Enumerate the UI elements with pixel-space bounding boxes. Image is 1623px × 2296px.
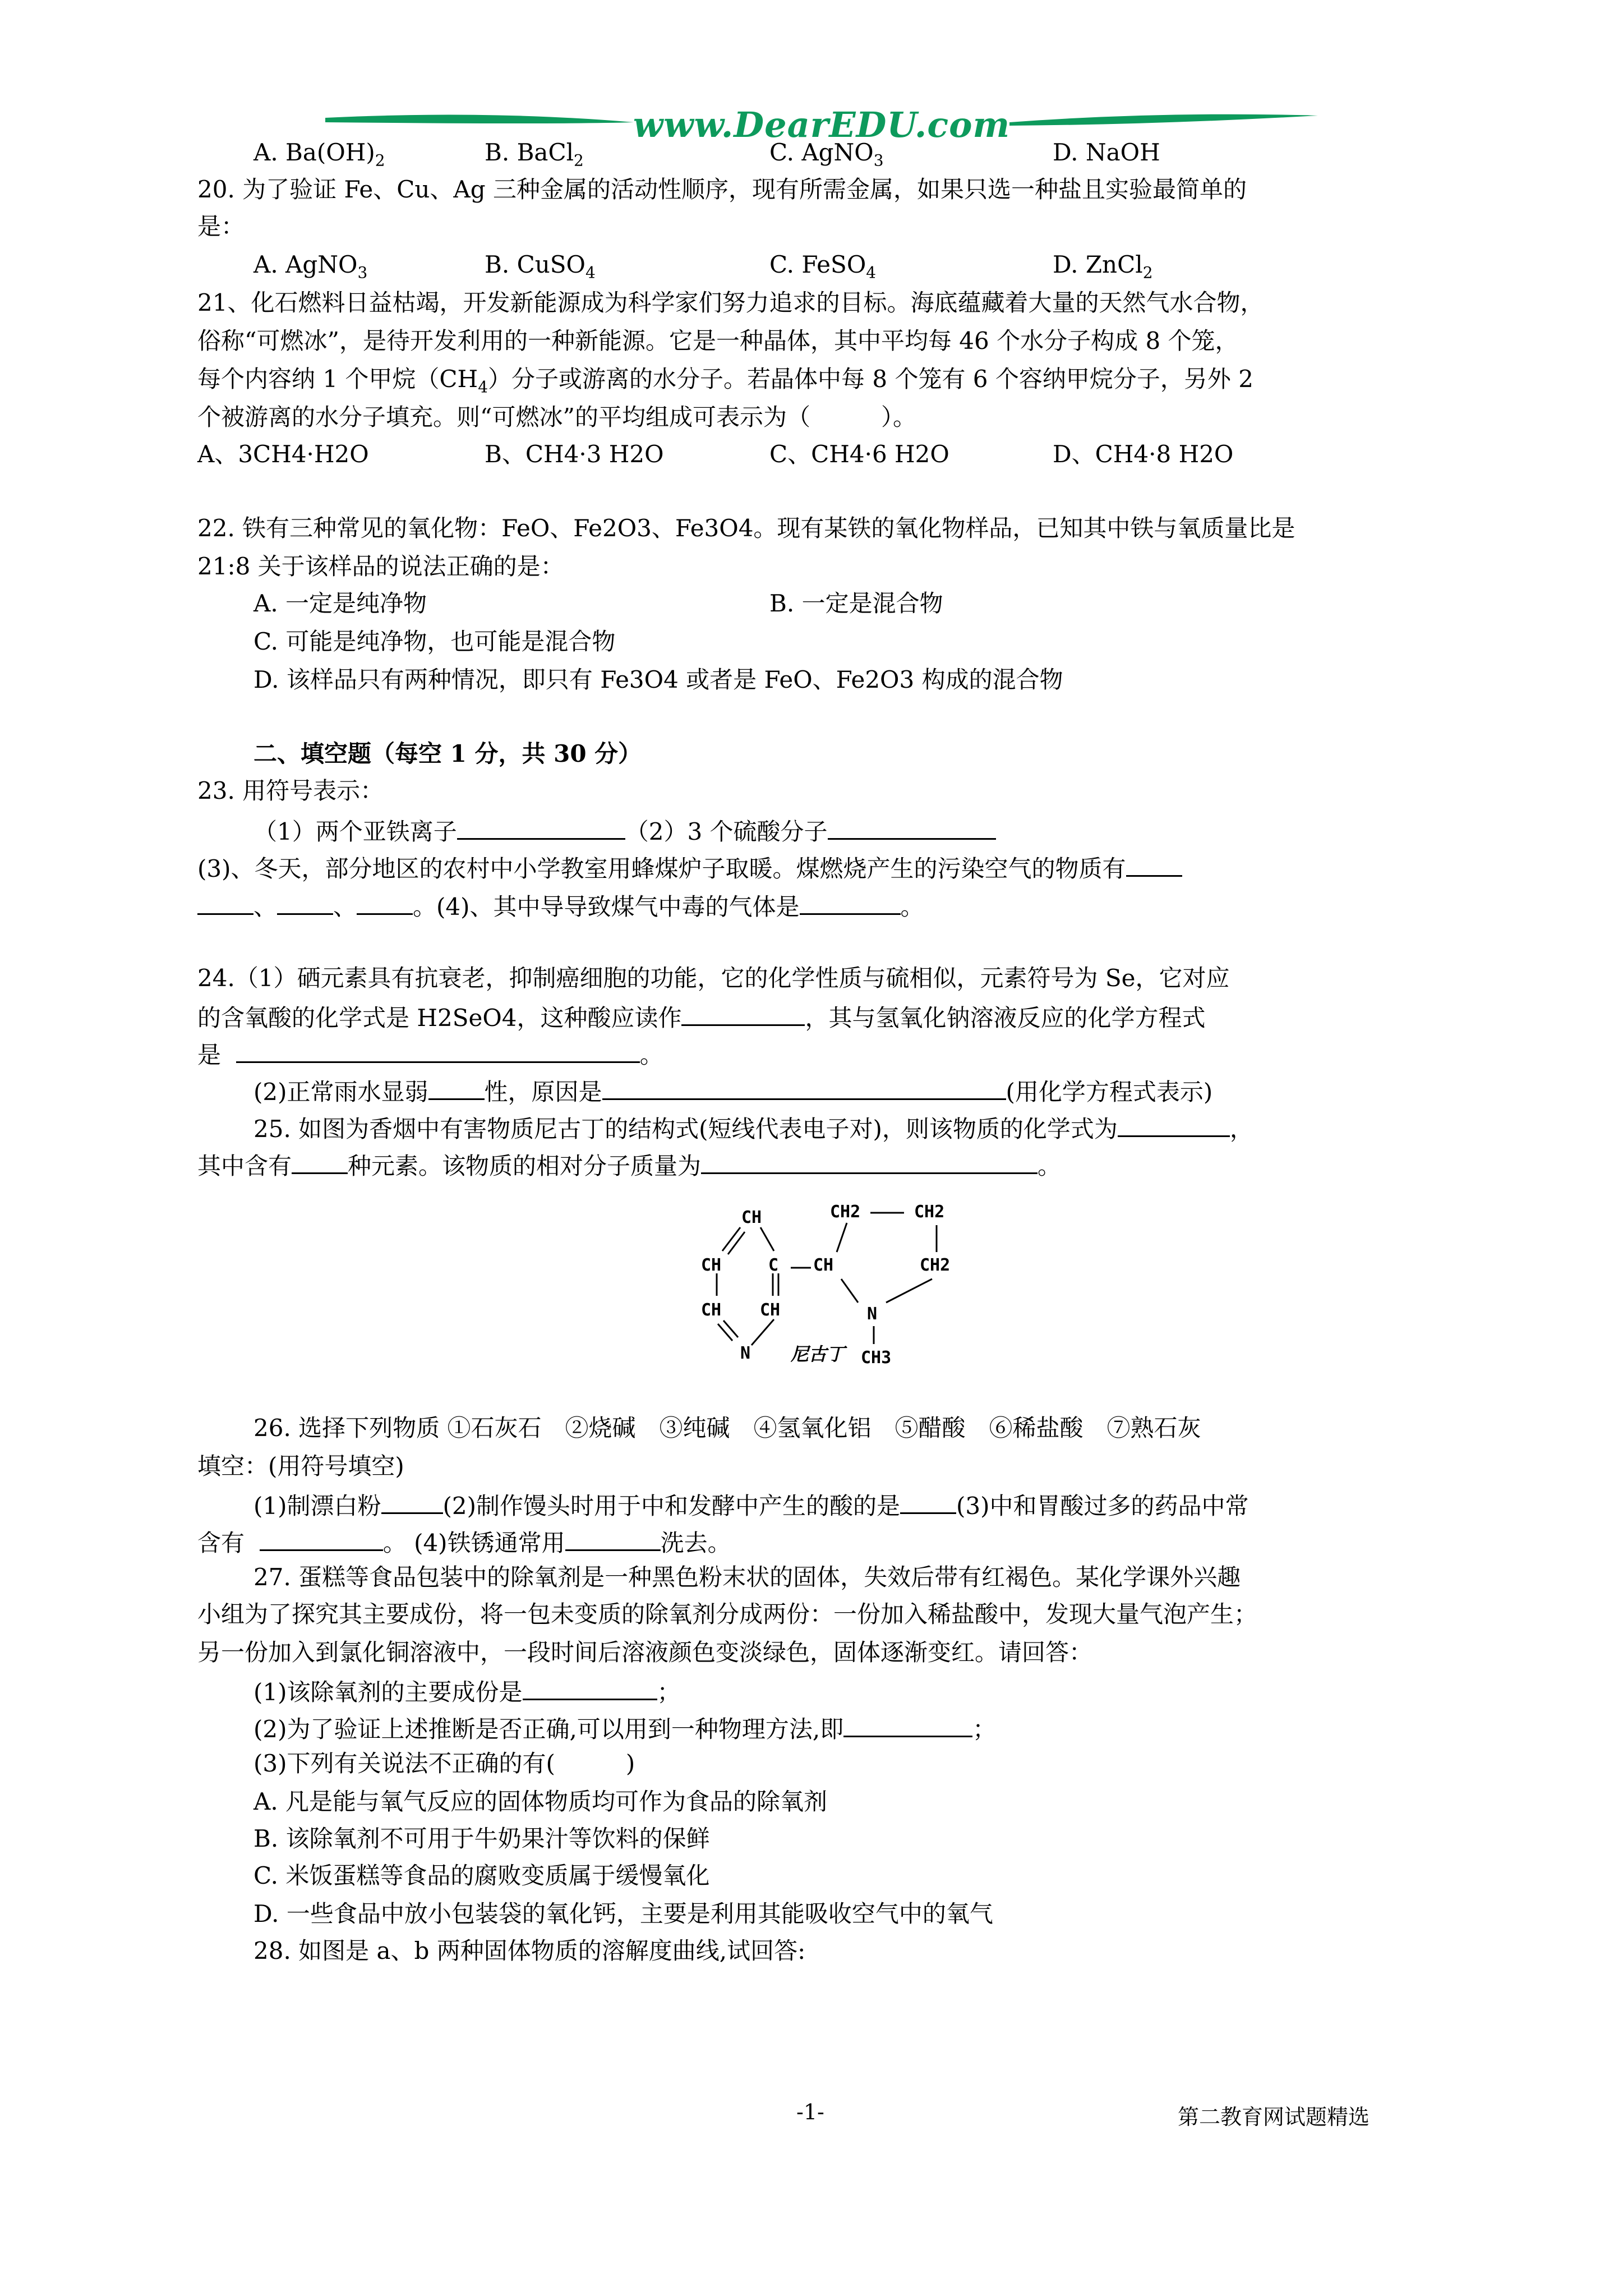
- q27-option-a: A. 凡是能与氧气反应的固体物质均可作为食品的除氧剂: [253, 1788, 828, 1815]
- q19-option-d: D. NaOH: [1053, 139, 1160, 166]
- q23-stem-line4: 、 、 。(4)、其中导导致煤气中毒的气体是 。: [197, 889, 924, 923]
- atom-label: CH2: [830, 1202, 861, 1222]
- q22-option-c: C. 可能是纯净物，也可能是混合物: [253, 628, 616, 655]
- q26-stem-line2: 填空：(用符号填空): [197, 1452, 404, 1480]
- q25-stem-line2: 其中含有 种元素。该物质的相对分子质量为 。: [197, 1148, 1061, 1182]
- q20-option-c: C. FeSO: [769, 251, 866, 278]
- q25-blank-3[interactable]: [701, 1148, 1038, 1174]
- q23-blank-7[interactable]: [800, 889, 901, 915]
- q24-blank-2[interactable]: [236, 1037, 640, 1063]
- atom-label: CH: [741, 1208, 762, 1227]
- q19-option-a: A. Ba(OH): [253, 139, 375, 166]
- q27-blank-2[interactable]: [843, 1711, 972, 1737]
- q23-stem-line1: 23. 用符号表示：: [197, 777, 384, 804]
- q27-stem-line4: (1)该除氧剂的主要成份是 ；: [253, 1674, 681, 1708]
- q22-option-b: B. 一定是混合物: [769, 590, 943, 617]
- q23-blank-3[interactable]: [1126, 850, 1182, 877]
- q24-stem-line3: 是 。: [197, 1037, 663, 1071]
- q23-blank-2[interactable]: [828, 813, 996, 840]
- q20-options: A. AgNO$_3$ B. CuSO$_4$ C. FeSO$_4$ D. ZnCl$_2$: [253, 251, 1153, 282]
- q27-stem-line5: (2)为了验证上述推断是否正确,可以用到一种物理方法,即 ；: [253, 1711, 996, 1745]
- site-url: www.DearEDU.com: [633, 104, 1011, 145]
- q23-blank-5[interactable]: [277, 889, 333, 915]
- q23-blank-1[interactable]: [457, 813, 625, 840]
- q23-stem-line3: (3)、冬天，部分地区的农村中小学教室用蜂煤炉子取暖。煤燃烧产生的污染空气的物质有: [197, 850, 1182, 885]
- q27-option-c: C. 米饭蛋糕等食品的腐败变质属于缓慢氧化: [253, 1862, 710, 1889]
- q19-option-c: C. AgNO: [769, 139, 874, 166]
- section-title-fill-in: 二、填空题（每空 1 分，共 30 分）: [253, 740, 642, 767]
- q25-blank-1[interactable]: [1118, 1111, 1230, 1137]
- q24-stem-line2: 的含氧酸的化学式是 H2SeO4，这种酸应读作 ，其与氢氧化钠溶液反应的化学方程式: [197, 1000, 1206, 1034]
- page-number: -1-: [796, 2100, 824, 2124]
- atom-label: C: [768, 1255, 779, 1275]
- q21-stem-line3: 每个内容纳 1 个甲烷$(CH_4)$分子或游离的水分子。若晶体中每 8 个笼有 6 个容纳甲烷分子，另外 2: [197, 365, 1253, 397]
- q21-option-a: A、3CH4·H2O: [197, 440, 369, 468]
- nicotine-structure-figure: [695, 1200, 1009, 1402]
- q20-option-d: D. ZnCl: [1053, 251, 1143, 278]
- q26-stem-line1: 26. 选择下列物质 ①石灰石 ②烧碱 ③纯碱 ④氢氧化铝 ⑤醋酸 ⑥稀盐酸 ⑦熟石灰: [253, 1414, 1201, 1442]
- atom-label: CH: [813, 1255, 834, 1275]
- q22-stem-line2: 21:8 关于该样品的说法正确的是：: [197, 553, 564, 580]
- q20-stem-line2: 是：: [197, 213, 245, 240]
- atom-label: N: [867, 1304, 878, 1324]
- q26-blank-2[interactable]: [900, 1488, 956, 1514]
- atom-label: CH: [760, 1300, 781, 1320]
- bond-lines: [717, 1213, 937, 1345]
- q21-stem-line4: 个被游离的水分子填充。则“可燃冰”的平均组成可表示为（ ）。: [197, 403, 916, 431]
- q21-stem-line1: 21、化石燃料日益枯竭，开发新能源成为科学家们努力追求的目标。海底蕴藏着大量的天然气水合物，: [197, 289, 1264, 316]
- q22-option-a: A. 一定是纯净物: [253, 590, 427, 617]
- q21-option-d: D、CH4·8 H2O: [1053, 440, 1234, 468]
- q20-option-b: B. CuSO: [485, 251, 585, 278]
- q26-stem-line3: (1)制漂白粉 (2)制作馒头时用于中和发酵中产生的酸的是 (3)中和胃酸过多的药品中常: [253, 1488, 1249, 1522]
- q27-stem-line1: 27. 蛋糕等食品包装中的除氧剂是一种黑色粉末状的固体，失效后带有红褐色。某化学课外兴趣: [253, 1563, 1241, 1591]
- q24-blank-3[interactable]: [428, 1074, 485, 1100]
- footer-brand: 第二教育网试题精选: [1178, 2105, 1370, 2129]
- atom-label: CH: [701, 1255, 722, 1275]
- atom-label: N: [740, 1343, 751, 1363]
- q25-blank-2[interactable]: [292, 1148, 348, 1174]
- q24-stem-line4: (2)正常雨水显弱 性，原因是 (用化学方程式表示): [253, 1074, 1212, 1108]
- q28-stem-line1: 28. 如图是 a、b 两种固体物质的溶解度曲线,试回答:: [253, 1937, 806, 1964]
- q26-blank-4[interactable]: [565, 1525, 661, 1551]
- atom-label: CH2: [920, 1255, 951, 1275]
- q24-blank-1[interactable]: [681, 1000, 805, 1026]
- q20-stem-line1: 20. 为了验证 Fe、Cu、Ag 三种金属的活动性顺序，现有所需金属，如果只选一种盐且实验最简单的: [197, 176, 1247, 203]
- q24-blank-4[interactable]: [602, 1074, 1006, 1100]
- atom-label: CH2: [914, 1202, 945, 1222]
- q26-blank-3[interactable]: [260, 1525, 383, 1551]
- q27-option-b: B. 该除氧剂不可用于牛奶果汁等饮料的保鲜: [253, 1825, 710, 1852]
- q25-stem-line1: 25. 如图为香烟中有害物质尼古丁的结构式(短线代表电子对)，则该物质的化学式为 ，: [253, 1111, 1253, 1145]
- q23-stem-line2: （1）两个亚铁离子 （2）3 个硫酸分子: [253, 813, 996, 848]
- q21-stem-line2: 俗称“可燃冰”，是待开发利用的一种新能源。它是一种晶体，其中平均每 46 个水分子构成 8 个笼，: [197, 327, 1239, 355]
- q26-stem-line4: 含有 。 (4)铁锈通常用 洗去。: [197, 1525, 731, 1559]
- q27-stem-line2: 小组为了探究其主要成份，将一包未变质的除氧剂分成两份：一份加入稀盐酸中，发现大量气泡产生；: [197, 1600, 1258, 1628]
- q21-option-b: B、CH4·3 H2O: [485, 440, 664, 468]
- q19-option-b: B. BaCl: [485, 139, 574, 166]
- q27-option-d: D. 一些食品中放小包装袋的氧化钙，主要是利用其能吸收空气中的氧气: [253, 1900, 993, 1927]
- atom-label: CH3: [861, 1348, 892, 1368]
- q20-option-a: A. AgNO: [253, 251, 358, 278]
- q27-stem-line3: 另一份加入到氯化铜溶液中，一段时间后溶液颜色变淡绿色，固体逐渐变红。请回答：: [197, 1639, 1093, 1666]
- q21-option-c: C、CH4·6 H2O: [769, 440, 949, 468]
- atom-label: CH: [701, 1300, 722, 1320]
- q27-blank-1[interactable]: [523, 1674, 657, 1700]
- figure-caption: 尼古丁: [791, 1343, 845, 1365]
- q22-stem-line1: 22. 铁有三种常见的氧化物：FeO、Fe2O3、Fe3O4。现有某铁的氧化物样品，已知其中铁与氧质量比是: [197, 514, 1295, 542]
- q24-stem-line1: 24.（1）硒元素具有抗衰老，抑制癌细胞的功能，它的化学性质与硫相似，元素符号为 Se，它对应: [197, 964, 1230, 992]
- q21-options: [197, 439, 1319, 470]
- q26-blank-1[interactable]: [381, 1488, 443, 1514]
- q27-stem-line6: (3)下列有关说法不正确的有( ): [253, 1750, 635, 1777]
- q22-option-d: D. 该样品只有两种情况，即只有 Fe3O4 或者是 FeO、Fe2O3 构成的混合物: [253, 666, 1063, 693]
- q23-blank-4[interactable]: [197, 889, 253, 915]
- q23-blank-6[interactable]: [357, 889, 413, 915]
